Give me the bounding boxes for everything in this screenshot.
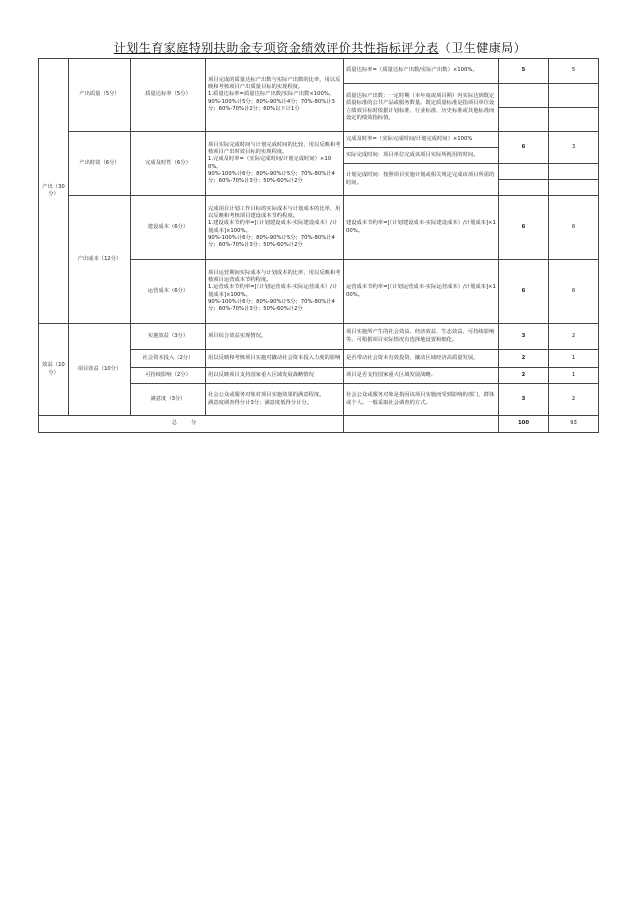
- cell-cat3-satisfaction: 满意度（3分）: [131, 384, 206, 416]
- cell-note-timeliness-1: 实际完成时间：项目单位完成该项目实际所耗用的时间。: [344, 148, 499, 164]
- cell-score-timeliness: 3: [549, 132, 599, 164]
- score-table: [38, 58, 599, 433]
- cell-empty: [344, 416, 499, 433]
- cell-formula-operating-cost: 运营成本节约率=[（计划运营成本-实际运营成本）/计划成本]×100%。: [344, 260, 499, 324]
- cell-total-score: 93: [549, 416, 599, 433]
- cell-desc-sustainability: 用以反映项目支持国家重大区域发展战略情况: [206, 368, 344, 384]
- cell-desc-operating-cost: 项目运营期间实际成本与计划成本的比率，用以反映和考核项目运营成本节约程度。 1.运营成本节约率=[（计划运营成本-实际运营成本）/计划成本]×100%。 90%-100%计6分；80%-90%计5分；70%-80%计4分；60%-70%计3分；50%-60%计2分: [206, 260, 344, 324]
- cell-note-timeliness-2: 计划完成时间：按照项目实施计划或相关规定完成该项目所需的时间。: [344, 164, 499, 196]
- cell-cat2-quality: 产出质量（5分）: [69, 59, 131, 132]
- cell-formula-social-capital: 是否带动社会资本有效投资，撬动区域经济高质量发展。: [344, 350, 499, 368]
- cell-total-label: 总分: [39, 416, 344, 433]
- cell-cat3-sustainability: 可持续影响（2分）: [131, 368, 206, 384]
- cell-formula-satisfaction: 社会公众或服务对象是指因该项目实施而受到影响的部门、群体或个人。一般采取社会调查的方式。: [344, 384, 499, 416]
- table-row-implementation: [39, 324, 599, 350]
- cell-score-construction-cost: 6: [549, 196, 599, 260]
- cell-desc-social-capital: 用以反映和考核项目实施对撬动社会资本投入力度的影响: [206, 350, 344, 368]
- table-row-construction-cost: [39, 196, 599, 204]
- cell-formula-quality: 质量达标率=（质量达标产出数/实际产出数）×100%。: [344, 59, 499, 84]
- cell-formula-note-quality: 质量达标产出数：一定时期（本年度或项目期）内实际达到既定质量标准的公共产品或服务数量。既定质量标准是指项目单位设立绩效目标时依据计划标准、行业标准、历史标准或其他标准而设定的绩效指标值。: [344, 84, 499, 132]
- cell-empty: [549, 108, 599, 132]
- cell-cat3-construction-cost: 建设成本（6分）: [131, 196, 206, 260]
- cell-score-quality: 5: [549, 59, 599, 84]
- cell-cat2-cost: 产出成本（12分）: [69, 196, 131, 324]
- cell-empty: [499, 108, 549, 132]
- cell-formula-timeliness: 完成及时率=（实际完成时间/计划完成时间）×100%: [344, 132, 499, 148]
- cell-desc-construction-cost: 完成项目计划工作目标的实际成本与计划成本的比率，用以反映和考核项目建设成本节约程度。 1.建设成本节约率=[（计划建设成本-实际建设成本）/计划成本]×100%。 90%-100%计6分；80%-90%计5分；70%-80%计4分；60%-70%计3分；50%-60%计2分: [206, 196, 344, 260]
- cell-weight-sustainability: 2: [499, 368, 549, 384]
- cell-weight-satisfaction: 3: [499, 384, 549, 416]
- cell-score-operating-cost: 6: [549, 260, 599, 324]
- cell-cat3-quality: 质量达标率（5分）: [131, 59, 206, 132]
- cell-total-weight: 100: [499, 416, 549, 433]
- cell-desc-quality: 项目完成的质量达标产出数与实际产出数的比率，用以反映和考核项目产出质量目标的实现程度。 1.质量达标率=质量达标产出数/实际产出数×100%。 90%-100%计5分；80%-90%计4分；70%-80%计3分；60%-70%计2分；60%以下计1分: [206, 59, 344, 132]
- cell-formula-implementation: 项目实施所产生的社会效益、经济效益、生态效益、可持续影响等。可根据项目实际情况有选择地设置和细化。: [344, 324, 499, 350]
- cell-weight-construction-cost: 6: [499, 196, 549, 260]
- cell-cat2-benefit: 项目效益（10分）: [69, 324, 131, 416]
- cell-score-social-capital: 1: [549, 350, 599, 368]
- cell-formula-sustainability: 项目是否支持国家重大区域发展战略。: [344, 368, 499, 384]
- table-row-timeliness-1: [39, 132, 599, 148]
- cell-score-sustainability: 1: [549, 368, 599, 384]
- cell-weight-implementation: 3: [499, 324, 549, 350]
- cell-empty: [549, 180, 599, 196]
- title-main: 计划生育家庭特别扶助金专项资金绩效评价共性指标评分表: [113, 41, 439, 55]
- cell-cat1-benefit: 效益（10分）: [39, 324, 69, 416]
- cell-weight-quality: 5: [499, 59, 549, 84]
- cell-empty: [499, 84, 549, 108]
- cell-cat1-output: 产出（30分）: [39, 59, 69, 324]
- cell-cat3-operating-cost: 运营成本（6分）: [131, 260, 206, 324]
- cell-empty: [549, 164, 599, 180]
- cell-weight-social-capital: 2: [499, 350, 549, 368]
- table-row-total: [39, 416, 599, 433]
- cell-formula-construction-cost: 建设成本节约率=[（计划建设成本-实际建设成本）/计划成本]×100%。: [344, 196, 499, 260]
- cell-weight-timeliness: 6: [499, 132, 549, 164]
- cell-desc-timeliness: 项目实际完成时间与计划完成时间的比较，用以反映和考核项目产出时效目标的实现程度。 1.完成及时率=（实际完成时间/计划完成时间）×100%。 90%-100%计6分；80%-90%计5分；70%-80%计4分；60%-70%计3分；50%-60%计2分: [206, 132, 344, 196]
- cell-empty: [499, 180, 549, 196]
- title-suffix: （卫生健康局）: [438, 41, 527, 55]
- cell-empty: [499, 164, 549, 180]
- cell-empty: [549, 84, 599, 108]
- cell-cat3-social-capital: 社会资本投入（2分）: [131, 350, 206, 368]
- cell-score-satisfaction: 2: [549, 384, 599, 416]
- cell-weight-operating-cost: 6: [499, 260, 549, 324]
- table-row-quality-1: [39, 59, 599, 76]
- cell-cat2-timeliness: 产出时效（6分）: [69, 132, 131, 196]
- cell-desc-satisfaction: 社会公众或服务对象对项目实施效果的满意程度。 满意度调查得分计3分；满意度低得分计分。: [206, 384, 344, 416]
- cell-desc-implementation: 项目综合效益实现情况。: [206, 324, 344, 350]
- cell-cat3-timeliness: 完成及时性（6分）: [131, 132, 206, 196]
- page-title: [40, 40, 600, 56]
- cell-cat3-implementation: 实施效益（3分）: [131, 324, 206, 350]
- cell-score-implementation: 2: [549, 324, 599, 350]
